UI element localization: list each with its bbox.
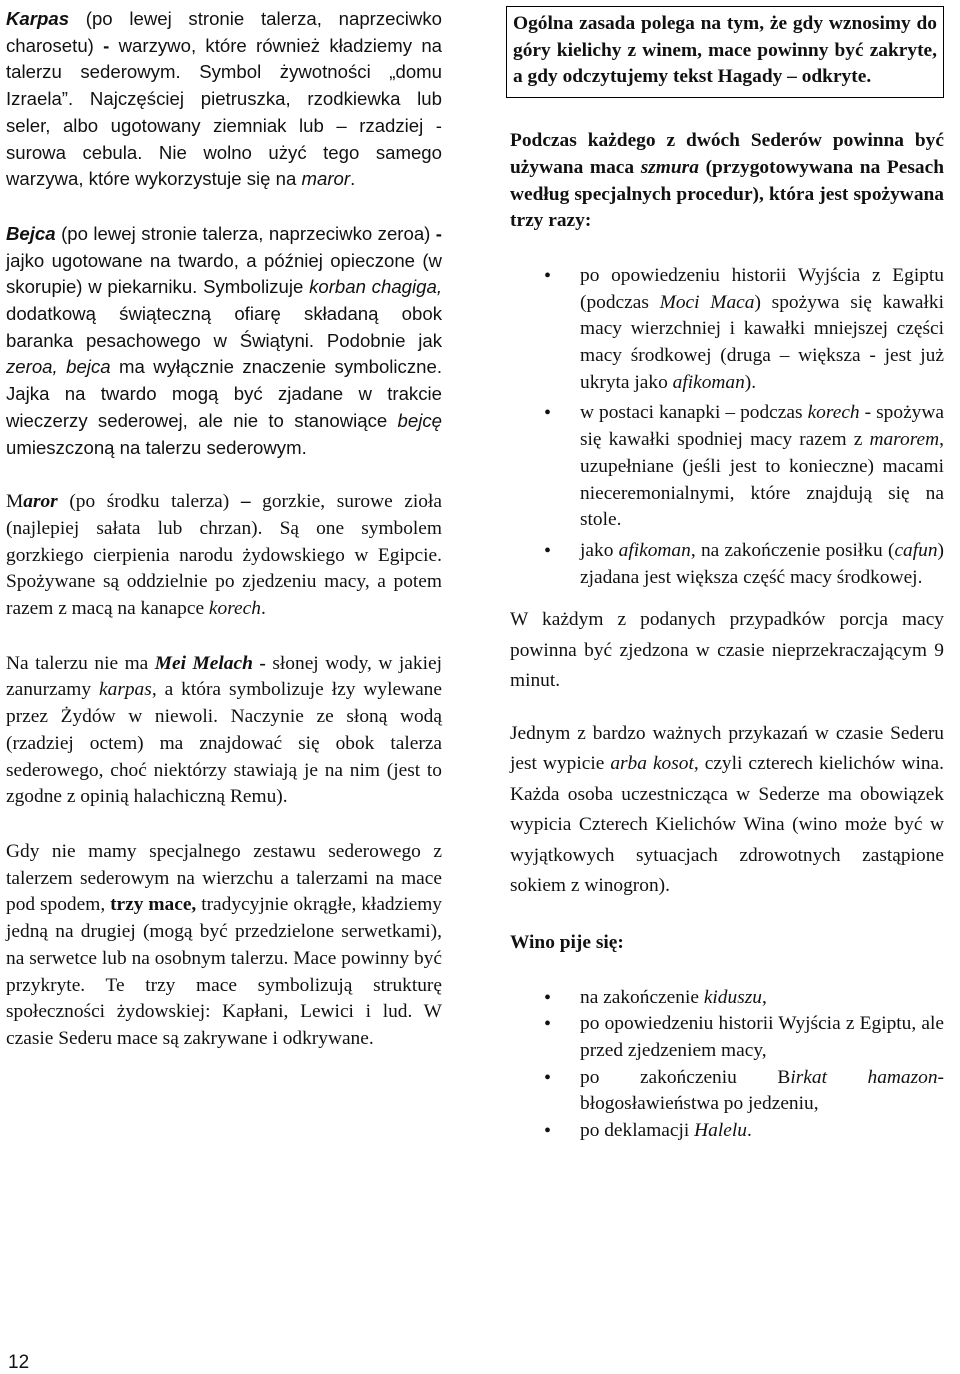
szmura-paragraph: Podczas każdego z dwóch Sederów powinna być używana maca szmura (przygotowywana na Pesach według specjalnych procedur), która jest spożywana trzy razy: [510, 130, 944, 232]
wine-list [510, 985, 944, 1145]
list-item: • jako afikoman, na zakończenie posiłku (cafun) zjadana jest większa część macy środkowej. [510, 538, 944, 591]
list-item: • po opowiedzeniu historii Wyjścia z Egiptu (podczas Moci Maca) spożywa się kawałki macy wierzchniej i kawałki mniejszej części macy środkowej (druga – większa - jest już ukryta jako afikoman). [510, 263, 944, 397]
page-number: 12 [8, 1352, 30, 1373]
maror-paragraph: Maror (po środku talerza) – gorzkie, surowe zioła (najlepiej sałata lub chrzan). Są one symbolem gorzkiego cierpienia narodu żydowskiego w Egipcie. Spożywane są oddzielnie po zjedzeniu macy, a potem razem z macą na kanapce korech. [6, 491, 442, 620]
arba-kosot-paragraph: Jednym z bardzo ważnych przykazań w czasie Sederu jest wypicie arba kosot, czyli czterech kielichów wina. Każda osoba uczestnicząca w Sederze ma obowiązek wypicia Czterech Kielichów Wina (wino może być w wyjątkowych sytuacjach zdrowotnych zastąpione sokiem z winogron). [510, 722, 944, 897]
list-item: • po zakończeniu Birkat hamazon-błogosławieństwa po jedzeniu, [510, 1065, 944, 1118]
list-item: • po opowiedzeniu historii Wyjścia z Egiptu, ale przed zjedzeniem macy, [510, 1011, 944, 1064]
list-item: • na zakończenie kiduszu, [510, 985, 944, 1012]
bejca-term: Bejca [6, 222, 56, 244]
mei-melach-paragraph: Na talerzu nie ma Mei Melach - słonej wody, w jakiej zanurzamy karpas, a która symbolizuje łzy wylewane przez Żydów w niewoli. Naczynie ze słoną wodą (rzadziej octem) ma znajdować się obok talerza sederowego, choć niektórzy stawiają je na nim (jest to zgodne z opinią halachiczną Remu). [6, 652, 442, 808]
matzah-eating-list [510, 263, 944, 591]
karpas-paragraph: Karpas (po lewej stronie talerza, naprzeciwko charosetu) - warzywo, które również kładziemy na talerzu sederowym. Symbol żywotności „domu Izraela”. Najczęściej pietruszka, rzodkiewka lub seler, albo ugotowany ziemniak lub – rzadziej - surowa cebula. Nie wolno użyć tego samego warzywa, które wykorzystuje się na maror. [6, 8, 443, 190]
three-matzot-paragraph: Gdy nie mamy specjalnego zestawu sederowego z talerzem sederowym na wierzchu a talerzami na mace pod spodem, trzy mace, tradycyjnie okrągłe, kładziemy jedną na drugiej (mogą być przedzielone serwetkami), na serwetce lub na osobnym talerzu. Mace powinny być przykryte. Te trzy mace symbolizują strukturę społeczności żydowskiej: Kapłani, Lewici i lud. W czasie Sederu mace są zakrywane i odkrywane. [6, 840, 442, 1049]
right-column [510, 6, 944, 1145]
list-item: • po deklamacji Halelu. [510, 1118, 944, 1145]
karpas-term: Karpas [6, 8, 70, 29]
mei-melach-term: Mei Melach [154, 652, 253, 674]
maror-term: aror [23, 491, 58, 513]
general-rule-box: Ogólna zasada polega na tym, że gdy wznosimy do góry kielichy z winem, mace powinny być zakryte, a gdy odczytujemy tekst Hagady – odkryte. [506, 6, 944, 98]
nine-minutes-paragraph: W każdym z podanych przypadków porcja macy powinna być zjedzona w czasie nieprzekraczającym 9 minut. [510, 609, 944, 692]
wine-heading: Wino pije się: [510, 931, 624, 953]
left-column [6, 6, 442, 1053]
bejca-paragraph: Bejca (po lewej stronie talerza, naprzeciwko zeroa) - jajko ugotowane na twardo, a później opieczone (w skorupie) w piekarniku. Symbolizuje korban chagiga, dodatkową świąteczną ofiarę składaną obok baranka pesachowego w Świątyni. Podobnie jak zeroa, bejca ma wyłącznie znaczenie symboliczne. Jajka na twardo mogą być zjadane w trakcie wieczerzy sederowej, ale nie to stanowiące bejcę umieszczoną na talerzu sederowym. [6, 222, 442, 458]
list-item: • w postaci kanapki – podczas korech - spożywa się kawałki spodniej macy razem z marorem, uzupełniane (jeśli jest to konieczne) macami nieceremonialnymi, które znajdują się na stole. [510, 400, 944, 534]
